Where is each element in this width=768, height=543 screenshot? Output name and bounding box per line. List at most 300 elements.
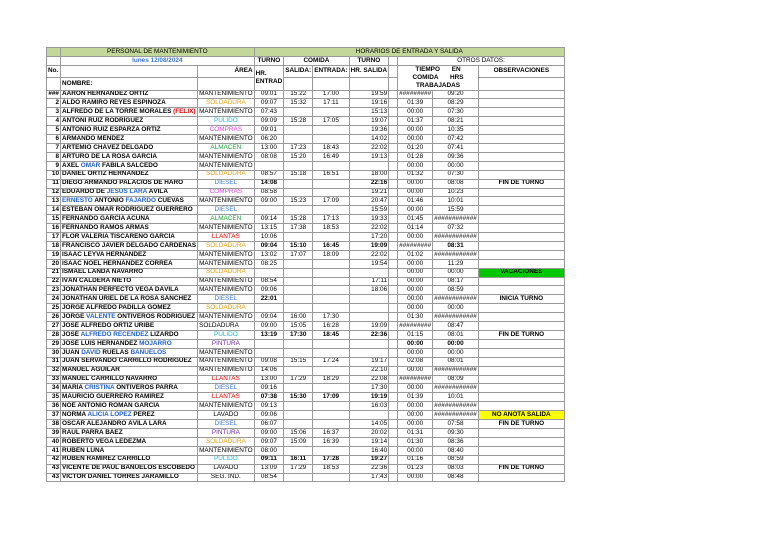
lunch-in-time: 17:30 — [313, 313, 349, 322]
employee-name — [61, 197, 198, 206]
area-cell: LLANTAS — [198, 233, 255, 242]
hours-worked: 00:00 — [433, 268, 479, 277]
lunch-duration: 00:00 — [398, 473, 433, 482]
observation — [478, 197, 564, 206]
row-number: ### — [48, 90, 59, 98]
observation — [478, 357, 564, 366]
lunch-out-time — [284, 339, 313, 348]
lunch-in-time — [313, 348, 349, 357]
exit-time — [349, 339, 389, 348]
area-cell: LAVADO — [198, 464, 255, 473]
lunch-duration: 01:39 — [398, 99, 433, 108]
area-cell: SOLDADURA — [198, 437, 255, 446]
row-number: 42 — [47, 455, 61, 464]
spacer-cell — [389, 99, 398, 108]
lunch-duration: 00:00 — [398, 126, 433, 135]
hours-worked: 09:30 — [433, 428, 479, 437]
lunch-in-time — [313, 135, 349, 144]
entry-time: 07:38 — [254, 393, 284, 402]
lunch-out-time — [284, 295, 313, 304]
spacer-cell — [389, 233, 398, 242]
table-row — [47, 357, 565, 366]
employee-name — [61, 99, 198, 108]
name-part: JUAN — [62, 348, 82, 356]
hours-worked: 15:59 — [433, 206, 479, 215]
observation — [478, 117, 564, 126]
hours-worked: 09:20 — [433, 90, 479, 99]
lunch-in-time — [313, 402, 349, 411]
name-part: ONTIVEROS PARRA — [114, 384, 178, 392]
spacer-cell — [389, 143, 398, 152]
lunch-in-time: 16:49 — [313, 152, 349, 161]
row-number: 31 — [47, 357, 61, 366]
hours-worked: 07:30 — [433, 170, 479, 179]
name-part: CRISTINA — [84, 384, 115, 392]
exit-time: 14:02 — [349, 135, 389, 144]
lunch-duration: 00:00 — [398, 233, 433, 242]
table-row — [47, 366, 565, 375]
observation — [478, 143, 564, 152]
entry-time: 09:00 — [254, 197, 284, 206]
entry-time — [254, 339, 284, 348]
entry-time: 07:43 — [254, 108, 284, 117]
name-part: JORGE — [62, 312, 87, 320]
lunch-duration: 00:00 — [398, 206, 433, 215]
header-row-4 — [47, 78, 565, 90]
name-part: ARTEMIO CHÁVEZ DELGADO — [62, 143, 154, 151]
row-number: 2 — [47, 99, 61, 108]
hours-worked: 08:36 — [433, 437, 479, 446]
hours-worked: 07:32 — [433, 224, 479, 233]
exit-time: 22:08 — [349, 375, 389, 384]
col-hr-salida-header: HR. SALIDA — [349, 65, 389, 77]
entry-time: 22:01 — [254, 295, 284, 304]
hours-worked: 10:01 — [433, 393, 479, 402]
row-number: 18 — [47, 241, 61, 250]
name-part: NORMA — [62, 410, 88, 418]
entry-time: 08:00 — [254, 446, 284, 455]
observation: INICIA TURNO — [478, 295, 564, 304]
table-row — [47, 384, 565, 393]
name-part: ARTURO DE LA ROSA GARCÍA — [62, 152, 158, 160]
lunch-duration: 01:16 — [398, 455, 433, 464]
lunch-out-time — [284, 384, 313, 393]
employee-name — [61, 268, 198, 277]
table-row — [47, 241, 565, 250]
entry-time: 13:00 — [254, 143, 284, 152]
lunch-out-time: 15:30 — [284, 393, 313, 402]
lunch-duration: 01:32 — [398, 170, 433, 179]
section-title: PERSONAL DE MANTENIMIENTO — [61, 48, 255, 57]
lunch-in-time: 18:45 — [313, 331, 349, 340]
exit-time: 18:00 — [349, 170, 389, 179]
exit-time: 19:19 — [349, 393, 389, 402]
name-part: (FELIX) — [173, 108, 196, 116]
name-part: LIZARDO — [148, 330, 179, 338]
row-number: 5 — [47, 126, 61, 135]
lunch-in-time — [313, 473, 349, 482]
name-part: ÓSCAR ALEJANDRO ÁVILA LARA — [62, 419, 167, 427]
exit-time: 22:02 — [349, 143, 389, 152]
lunch-out-time: 17:29 — [284, 464, 313, 473]
hours-worked: ############ — [434, 402, 477, 409]
spacer-cell — [389, 313, 398, 322]
table-row — [47, 188, 565, 197]
row-number: 8 — [47, 152, 61, 161]
lunch-duration: 00:00 — [398, 277, 433, 286]
lunch-out-time — [284, 135, 313, 144]
hours-worked: 08:01 — [433, 357, 479, 366]
lunch-out-time: 17:38 — [284, 224, 313, 233]
hours-worked: 07:58 — [433, 420, 479, 429]
table-row — [47, 152, 565, 161]
lunch-out-time: 15:28 — [284, 117, 313, 126]
spacer-cell — [389, 135, 398, 144]
name-part: FERNANDO RAMOS ARMAS — [62, 223, 149, 231]
table-row — [47, 393, 565, 402]
name-part: MOJARRO — [139, 339, 172, 347]
observation: NO ANOTA SALIDA — [478, 411, 564, 420]
row-number: 19 — [47, 250, 61, 259]
observation — [478, 152, 564, 161]
entry-time — [254, 348, 284, 357]
col-hr-entrada-header: HR. ENTRAD — [254, 65, 284, 90]
area-cell: PULIDO — [198, 331, 255, 340]
name-part: MANUEL CARRILLO NAVARRO — [62, 375, 158, 383]
row-number: 35 — [47, 393, 61, 402]
row-number: 32 — [47, 366, 61, 375]
observation — [478, 90, 564, 99]
exit-time: 19:07 — [349, 117, 389, 126]
area-cell: COMPRAS — [198, 126, 255, 135]
lunch-in-time — [313, 286, 349, 295]
area-cell: MANTENIMIENTO — [199, 250, 253, 258]
lunch-in-time: 17:00 — [313, 90, 349, 99]
hours-worked: ############ — [434, 366, 477, 374]
lunch-duration: ######### — [399, 321, 432, 329]
table-row — [47, 126, 565, 135]
entry-time: 08:57 — [254, 170, 284, 179]
row-number: 29 — [47, 339, 61, 348]
employee-name — [61, 437, 198, 446]
table-row — [47, 277, 565, 286]
entry-time: 10:06 — [254, 233, 284, 242]
lunch-duration: 01:30 — [398, 437, 433, 446]
name-part: ÁVILA — [147, 188, 168, 196]
entry-time: 09:04 — [254, 241, 284, 250]
entry-time: 06:20 — [254, 135, 284, 144]
row-number: 17 — [47, 233, 61, 242]
name-part: JORGE ALFREDO PADILLA GÓMEZ — [62, 304, 171, 312]
lunch-duration: 01:45 — [398, 215, 433, 224]
employee-name — [61, 322, 198, 331]
entry-time: 08:54 — [254, 473, 284, 482]
area-cell: MANTENIMIENTO — [199, 277, 253, 285]
hours-worked: 08:08 — [433, 179, 479, 188]
hours-worked: 08:01 — [433, 331, 479, 340]
hours-worked: 08:17 — [433, 277, 479, 286]
name-part: ALFREDO DE LA TORRE MORALES — [62, 108, 174, 116]
col-nombre-header: NOMBRE: — [61, 78, 198, 90]
employee-name — [61, 117, 198, 126]
row-number: 40 — [47, 437, 61, 446]
table-row — [47, 339, 565, 348]
table-row — [47, 197, 565, 206]
table-row — [47, 143, 565, 152]
name-part: ISAAC NOEL HERNÁNDEZ CORREA — [62, 259, 173, 267]
hours-worked: 11:29 — [433, 259, 479, 268]
spacer-cell — [389, 117, 398, 126]
table-row — [47, 322, 565, 331]
spacer-cell — [389, 384, 398, 393]
header-row-1 — [47, 48, 565, 57]
lunch-in-time: 17:09 — [313, 197, 349, 206]
hours-worked: ############ — [434, 232, 477, 240]
employee-name — [61, 152, 198, 161]
name-part: JOSÉ LUIS HERNÁNDEZ — [62, 339, 140, 347]
entry-time: 09:11 — [254, 455, 284, 464]
employee-name — [61, 259, 198, 268]
area-cell: SOLDADURA — [198, 99, 255, 108]
lunch-in-time — [313, 384, 349, 393]
table-row — [47, 215, 565, 224]
observation — [478, 224, 564, 233]
observation — [478, 170, 564, 179]
exit-time: 16:40 — [349, 446, 389, 455]
exit-time: 19:36 — [349, 126, 389, 135]
spacer-cell — [389, 250, 398, 259]
lunch-in-time: 18:53 — [313, 464, 349, 473]
exit-time: 19:09 — [349, 241, 389, 250]
spacer-cell — [389, 161, 398, 170]
exit-time: 22:36 — [349, 464, 389, 473]
spacer-cell — [389, 437, 398, 446]
col-entrada-header: ENTRADA: — [313, 65, 349, 77]
observation — [478, 366, 564, 375]
name-part: ESTEBAN OMAR RODRÍGUEZ GUERRERO — [62, 206, 193, 214]
entry-time: 09:13 — [254, 402, 284, 411]
lunch-in-time — [313, 411, 349, 420]
name-part: AARÓN HERNÁNDEZ ORTIZ — [62, 90, 149, 98]
area-cell: PULIDO — [198, 455, 255, 464]
observation — [478, 233, 564, 242]
spacer-cell — [389, 420, 398, 429]
spacer-cell — [389, 126, 398, 135]
hours-worked: ############ — [434, 410, 477, 418]
observation — [478, 135, 564, 144]
area-cell: DIESEL — [198, 295, 255, 304]
lunch-in-time — [313, 420, 349, 429]
employee-name — [61, 313, 198, 322]
row-number: 37 — [47, 411, 61, 420]
lunch-duration: 01:46 — [398, 197, 433, 206]
lunch-out-time: 17:29 — [284, 375, 313, 384]
exit-time: 18:06 — [349, 286, 389, 295]
hours-worked: 00:00 — [433, 339, 479, 348]
spacer-cell — [389, 357, 398, 366]
employee-name — [61, 366, 198, 375]
spacer-cell — [389, 295, 398, 304]
entry-time: 14:06 — [254, 366, 284, 375]
row-number: 41 — [47, 446, 61, 455]
observation — [478, 206, 564, 215]
lunch-out-time — [284, 188, 313, 197]
table-row — [47, 420, 565, 429]
exit-time: 19:27 — [349, 455, 389, 464]
exit-time: 17:30 — [349, 384, 389, 393]
table-row — [47, 313, 565, 322]
entry-time: 09:06 — [254, 286, 284, 295]
lunch-in-time — [313, 366, 349, 375]
name-part: JONATHAN PERFECTO VEGA DÁVILA — [62, 286, 179, 294]
employee-name — [61, 224, 198, 233]
lunch-out-time: 15:23 — [284, 197, 313, 206]
name-part: ROBERTO VEGA LEDEZMA — [62, 437, 147, 445]
spacer-cell — [389, 188, 398, 197]
spacer-cell — [389, 375, 398, 384]
table-row — [47, 161, 565, 170]
name-part: FLOR VALERIA TISCAREÑO GARCÍA — [62, 232, 175, 240]
name-part: AXEL — [62, 161, 81, 169]
spacer-cell — [389, 473, 398, 482]
area-cell: PULIDO — [198, 117, 255, 126]
observation — [478, 393, 564, 402]
table-row — [47, 90, 565, 99]
lunch-out-time — [284, 304, 313, 313]
employee-name — [61, 108, 198, 117]
table-row — [47, 179, 565, 188]
table-row — [47, 402, 565, 411]
lunch-duration: 00:00 — [398, 179, 433, 188]
exit-time: 20:47 — [349, 197, 389, 206]
observation — [478, 384, 564, 393]
name-part: JESUS LARA — [106, 188, 147, 196]
name-part: NOÉ ANTONIO ROMÁN GARCÍA — [62, 402, 160, 409]
observation — [478, 161, 564, 170]
entry-time: 13:00 — [254, 375, 284, 384]
area-cell: SOLDADURA — [198, 304, 255, 313]
lunch-duration: 01:14 — [398, 224, 433, 233]
spacer-cell — [389, 197, 398, 206]
spacer-cell — [389, 241, 398, 250]
schedule-title: HORARIOS DE ENTRADA Y SALIDA — [254, 48, 564, 57]
hours-worked: 09:36 — [433, 152, 479, 161]
lunch-in-time — [313, 161, 349, 170]
hours-worked: 10:35 — [433, 126, 479, 135]
area-cell: PINTURA — [198, 339, 255, 348]
row-number: 16 — [47, 224, 61, 233]
row-number: 30 — [47, 348, 61, 357]
lunch-duration: 00:00 — [398, 135, 433, 144]
exit-time: 19:33 — [349, 215, 389, 224]
employee-name — [61, 331, 198, 340]
lunch-out-time — [284, 411, 313, 420]
col-tiempo-hrs-header: TIEMPO EN COMIDA HRS TRABAJADAS — [398, 65, 479, 90]
lunch-out-time: 15:10 — [284, 241, 313, 250]
name-part: RUELAS — [100, 348, 131, 356]
lunch-in-time: 16:37 — [313, 428, 349, 437]
exit-time: 20:02 — [349, 428, 389, 437]
row-number: 21 — [47, 268, 61, 277]
table-row — [47, 286, 565, 295]
hours-worked: 00:00 — [433, 161, 479, 170]
row-number: 22 — [47, 277, 61, 286]
area-cell: COMPRAS — [198, 188, 255, 197]
lunch-out-time — [284, 259, 313, 268]
observation — [478, 446, 564, 455]
entry-time: 09:16 — [254, 384, 284, 393]
spacer-cell — [389, 170, 398, 179]
lunch-out-time: 15:09 — [284, 437, 313, 446]
table-row — [47, 411, 565, 420]
attendance-sheet — [46, 47, 565, 482]
exit-time: 14:05 — [349, 420, 389, 429]
hours-worked: 00:00 — [433, 348, 479, 357]
name-part: FRANCISCO JAVIER DELGADO CÁRDENAS — [62, 241, 197, 249]
employee-name — [61, 250, 198, 259]
lunch-in-time: 16:45 — [313, 241, 349, 250]
exit-time — [349, 304, 389, 313]
employee-name — [61, 295, 198, 304]
employee-name — [61, 455, 198, 464]
employee-name — [61, 161, 198, 170]
entry-time: 09:00 — [254, 428, 284, 437]
table-row — [47, 375, 565, 384]
col-salida-header: SALIDA: — [284, 65, 313, 77]
lunch-out-time — [284, 161, 313, 170]
lunch-out-time — [284, 126, 313, 135]
entry-time: 06:07 — [254, 420, 284, 429]
observation — [478, 277, 564, 286]
employee-name — [61, 90, 198, 99]
employee-name — [61, 473, 198, 482]
table-row — [47, 428, 565, 437]
area-cell: DIESEL — [198, 206, 255, 215]
observation — [478, 108, 564, 117]
exit-time: 22:36 — [349, 331, 389, 340]
employee-name — [61, 428, 198, 437]
name-part: PEREZ — [131, 410, 155, 418]
row-number: 15 — [47, 215, 61, 224]
lunch-out-time — [284, 233, 313, 242]
name-part: JONATHAN URIEL DE LA ROSA SÁNCHEZ — [62, 295, 192, 303]
name-part: ALFREDO RECENDEZ — [80, 330, 149, 338]
row-number: 6 — [47, 135, 61, 144]
name-part: ANTONIO RUIZ ESPARZA ORTIZ — [62, 125, 161, 133]
spacer-cell — [389, 108, 398, 117]
area-cell: DIESEL — [198, 179, 255, 188]
exit-time: 15:59 — [349, 206, 389, 215]
employee-name — [61, 304, 198, 313]
entry-time: 08:25 — [254, 259, 284, 268]
table-row — [47, 331, 565, 340]
hours-worked: ############ — [434, 312, 477, 320]
hours-worked: 07:30 — [433, 108, 479, 117]
report-date: lunes 12/08/2024 — [61, 56, 255, 65]
lunch-out-time — [284, 348, 313, 357]
table-row — [47, 348, 565, 357]
exit-time: 19:14 — [349, 437, 389, 446]
lunch-duration: 01:28 — [398, 152, 433, 161]
name-part: FAJARDO — [125, 197, 156, 205]
spacer-cell — [389, 304, 398, 313]
hours-worked: 08:03 — [433, 464, 479, 473]
lunch-duration: 01:02 — [398, 250, 433, 259]
lunch-duration: 00:00 — [398, 161, 433, 170]
spacer-cell — [389, 277, 398, 286]
lunch-duration: 01:39 — [398, 393, 433, 402]
lunch-out-time: 15:32 — [284, 99, 313, 108]
